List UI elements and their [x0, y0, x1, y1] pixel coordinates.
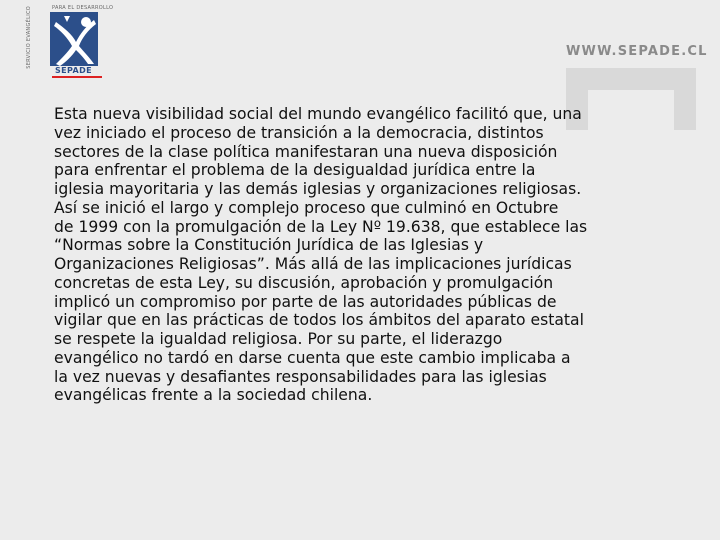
logo-top-text: PARA EL DESARROLLO	[52, 5, 114, 11]
logo-figure-icon	[50, 12, 98, 66]
body-paragraph: Esta nueva visibilidad social del mundo evangélico facilitó que, una vez iniciado el proceso de transición a la democracia, distintos sectores de la clase política manifestaran una nueva disposición para enfrentar el problema de la desigualdad jurídica entre la iglesia mayoritaria y las demás iglesias y organizaciones religiosas. Así se inició el largo y complejo proceso que culminó en Octubre de 1999 con la promulgación de la Ley Nº 19.638, que establece las “Normas sobre la Constitución Jurídica de las Iglesias y Organizaciones Religiosas”. Más allá de las implicaciones jurídicas concretas de esta Ley, su discusión, aprobación y promulgación implicó un compromiso por parte de las autoridades públicas de vigilar que en las prácticas de todos los ámbitos del aparato estatal se respete la igualdad religiosa. Por su parte, el liderazgo evangélico no tardó en darse cuenta que este cambio implicaba a la vez nuevas y desafiantes responsabilidades para las iglesias evangélicas frente a la sociedad chilena.	[54, 105, 588, 405]
sepade-logo	[22, 2, 114, 78]
website-url: WWW.SEPADE.CL	[566, 44, 708, 59]
logo-accent-bar	[52, 76, 102, 78]
logo-side-text: SERVICIO EVANGÉLICO	[26, 6, 32, 69]
logo-name: SEPADE	[55, 66, 93, 75]
